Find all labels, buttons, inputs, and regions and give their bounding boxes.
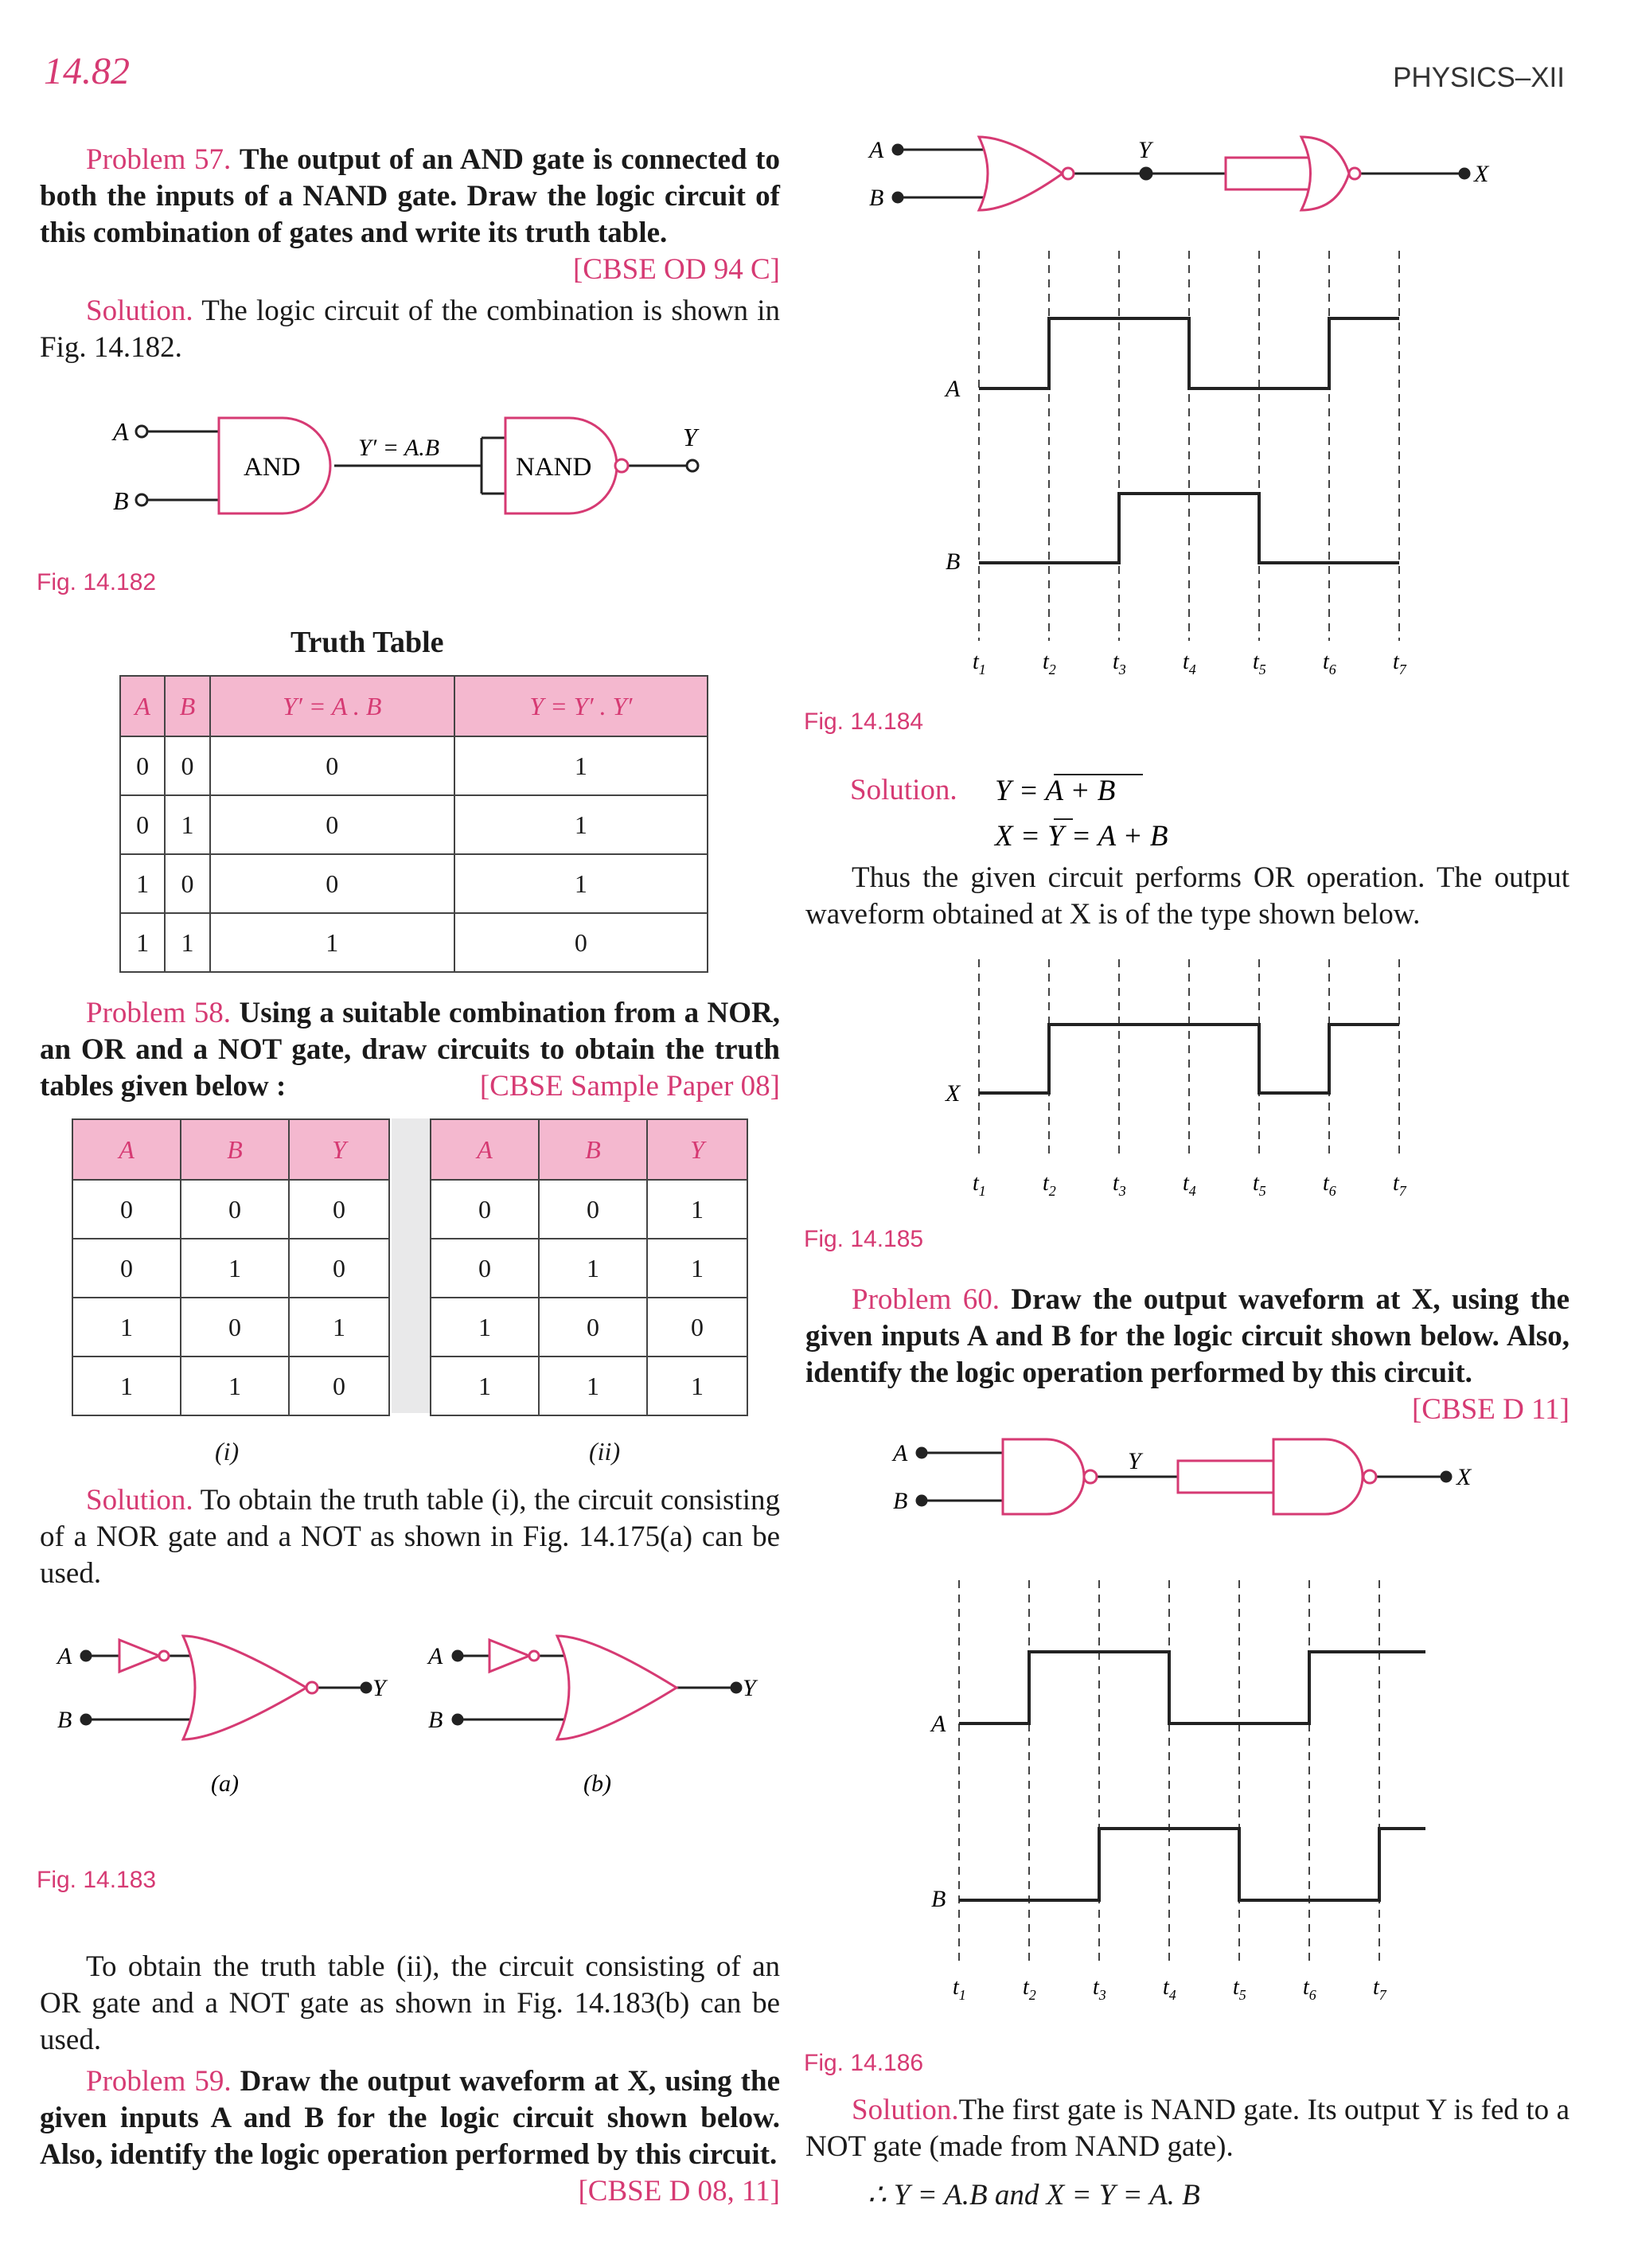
solution-59-equations: [987, 768, 1385, 864]
cell: 1: [431, 1357, 539, 1415]
cell: 1: [539, 1239, 647, 1298]
cell: 0: [289, 1357, 389, 1415]
problem-57-text: The output of an AND gate is connected to both the inputs of a NAND gate. Draw the logic circuit of this combination of gates and write its truth table.: [40, 143, 781, 249]
cell: 0: [210, 854, 454, 913]
cell: 1: [454, 854, 708, 913]
fig-186-input-a: A: [893, 1440, 908, 1466]
problem-58: [40, 995, 780, 1105]
waveform-a: [959, 1652, 1425, 1723]
tick-label: $t_5$: [1233, 1975, 1246, 2003]
cell: 0: [431, 1180, 539, 1239]
tick-label: $t_7$: [1373, 1975, 1386, 2003]
fig-186-circuit: [860, 1433, 1576, 1528]
cell: 1: [181, 1357, 289, 1415]
tick-label: $t_6$: [1303, 1975, 1316, 2003]
tick-label: $t_3$: [1093, 1975, 1106, 2003]
fig-183a-output: Y: [372, 1675, 386, 1701]
cell: 0: [289, 1180, 389, 1239]
solution-59-body: Thus the given circuit performs OR operation. The output waveform obtained at X is of the type shown below.: [805, 861, 1570, 931]
table-row: [431, 1180, 747, 1239]
fig-184-circuit: [860, 127, 1576, 223]
fig-182-circuit: [96, 406, 732, 541]
fig-184-waveforms: [931, 251, 1425, 697]
tt182-header-y1: Y′ = A . B: [210, 676, 454, 736]
cell: 1: [289, 1298, 389, 1357]
tick-label: $t_5$: [1253, 650, 1266, 677]
fig-183-caption: Fig. 14.183: [37, 1867, 157, 1893]
tick-label: $t_1$: [973, 1171, 986, 1199]
table-row: [120, 736, 708, 795]
problem-57-label: Problem 57.: [86, 143, 232, 176]
tick-label: $t_6$: [1323, 650, 1336, 677]
fig-183-circuits: [48, 1620, 796, 1803]
problem-59-ref: [CBSE D 08, 11]: [578, 2175, 780, 2207]
solution-58-b: [40, 1949, 780, 2059]
tick-label: $t_2$: [1043, 650, 1056, 677]
tti-header-b: B: [181, 1119, 289, 1180]
solution-58-text: To obtain the truth table (i), the circuit consisting of a NOR gate and a NOT as shown in Fig. 14.175(a) can be used.: [40, 1484, 780, 1590]
fig-182-output: Y: [683, 423, 697, 451]
running-header: PHYSICS–XII: [1393, 62, 1565, 93]
solution-58-b-text: To obtain the truth table (ii), the circuit consisting of an OR gate and a NOT gate as shown in Fig. 14.183(b) can be used.: [40, 1950, 780, 2056]
table-row: [72, 1298, 389, 1357]
cell: 0: [120, 736, 165, 795]
cell: 1: [647, 1239, 747, 1298]
ttii-header-a: A: [431, 1119, 539, 1180]
cell: 1: [431, 1298, 539, 1357]
problem-60: [805, 1282, 1570, 1428]
cell: 0: [120, 795, 165, 854]
tick-label: $t_7$: [1393, 1171, 1406, 1199]
fig-184-input-b: B: [869, 185, 884, 211]
fig-186-output: X: [1456, 1464, 1472, 1490]
fig-186-waveforms: [923, 1580, 1464, 2018]
solution-59-text: [805, 860, 1570, 933]
cell: 0: [181, 1298, 289, 1357]
page-number: 14.82: [44, 50, 130, 92]
cell: 1: [120, 854, 165, 913]
truth-table-ii: [430, 1118, 748, 1416]
solution-58: [40, 1482, 780, 1592]
table-i-label: (i): [215, 1437, 240, 1466]
fig-184-mid: Y: [1138, 137, 1152, 163]
tt182-header-b: B: [165, 676, 209, 736]
ttii-header-b: B: [539, 1119, 647, 1180]
solution-57: [40, 293, 780, 366]
fig-183a-input-a: A: [57, 1643, 72, 1669]
tick-label: $t_3$: [1113, 1171, 1126, 1199]
solution-60: [805, 2092, 1570, 2165]
cell: 0: [454, 913, 708, 972]
table-gap-shade: [392, 1118, 430, 1413]
waveform-a-label: A: [946, 376, 961, 402]
fig-183-label-b: (b): [583, 1770, 611, 1797]
fig-185-waveform: [931, 951, 1425, 1206]
table-row: [72, 1180, 389, 1239]
problem-59-text: Draw the output waveform at X, using the given inputs A and B for the logic circuit shown below. Also, identify the logic operation performed by this circuit.: [40, 2065, 780, 2171]
cell: 1: [454, 736, 708, 795]
tick-label: $t_3$: [1113, 650, 1126, 677]
solution-57-label: Solution.: [86, 295, 193, 327]
problem-58-label: Problem 58.: [86, 997, 232, 1029]
tti-header-a: A: [72, 1119, 181, 1180]
tick-label: $t_6$: [1323, 1171, 1336, 1199]
equation-2: X = Y = A + B: [995, 820, 1168, 853]
table-row: [431, 1357, 747, 1415]
tt182-header-y: Y = Y′ . Y′: [454, 676, 708, 736]
solution-60-label: Solution.: [852, 2094, 959, 2126]
problem-57: [40, 142, 780, 288]
cell: 0: [72, 1180, 181, 1239]
fig-182-and-label: AND: [244, 453, 301, 482]
fig-184-input-a: A: [869, 137, 884, 163]
tick-label: $t_1$: [973, 650, 986, 677]
tick-label: $t_2$: [1043, 1171, 1056, 1199]
fig-182-nand-label: NAND: [516, 453, 592, 482]
waveform-b-label: B: [946, 548, 961, 575]
problem-60-ref: [CBSE D 11]: [1411, 1393, 1570, 1426]
problem-60-text: Draw the output waveform at X, using the given inputs A and B for the logic circuit shown below. Also, identify the logic operation performed by this circuit.: [805, 1283, 1570, 1389]
problem-58-text: Using a suitable combination from a NOR, an OR and a NOT gate, draw circuits to obtain the truth tables given below :: [40, 997, 780, 1103]
problem-59-label: Problem 59.: [86, 2065, 232, 2098]
cell: 0: [72, 1239, 181, 1298]
cell: 0: [539, 1298, 647, 1357]
tick-label: $t_4$: [1183, 650, 1196, 677]
fig-183b-input-a: A: [428, 1643, 443, 1669]
cell: 0: [431, 1239, 539, 1298]
waveform-a-label: A: [931, 1711, 946, 1737]
fig-183b-input-b: B: [428, 1707, 443, 1733]
tick-label: $t_2$: [1023, 1975, 1036, 2003]
cell: 0: [210, 795, 454, 854]
tick-label: $t_4$: [1163, 1975, 1176, 2003]
cell: 1: [72, 1298, 181, 1357]
fig-186-mid: Y: [1128, 1448, 1141, 1474]
solution-59-label: Solution.: [850, 774, 957, 806]
equation-1: Y = A + B: [995, 775, 1116, 807]
waveform-a: [979, 318, 1399, 388]
table-row: [431, 1239, 747, 1298]
fig-184-output: X: [1474, 161, 1489, 187]
cell: 1: [181, 1239, 289, 1298]
table-row: [120, 795, 708, 854]
fig-185-caption: Fig. 14.185: [804, 1226, 924, 1252]
fig-182-caption: Fig. 14.182: [37, 569, 157, 595]
fig-183b-output: Y: [743, 1675, 756, 1701]
tick-label: $t_5$: [1253, 1171, 1266, 1199]
solution-60-equation: ∴ Y = A.B and X = Y = A. B: [868, 2179, 1200, 2211]
problem-57-ref: [CBSE OD 94 C]: [572, 253, 780, 286]
tti-header-y: Y: [289, 1119, 389, 1180]
cell: 0: [181, 1180, 289, 1239]
ttii-header-y: Y: [647, 1119, 747, 1180]
cell: 0: [165, 854, 209, 913]
problem-60-label: Problem 60.: [852, 1283, 1000, 1316]
cell: 1: [165, 913, 209, 972]
cell: 1: [454, 795, 708, 854]
table-row: [120, 854, 708, 913]
table-ii-label: (ii): [589, 1437, 621, 1466]
problem-58-ref: [CBSE Sample Paper 08]: [479, 1070, 780, 1103]
waveform-x-label: X: [946, 1080, 961, 1107]
fig-182-input-b: B: [113, 486, 129, 515]
fig-182-mid-label: Y′ = A.B: [358, 435, 440, 461]
cell: 0: [647, 1298, 747, 1357]
fig-186-caption: Fig. 14.186: [804, 2050, 924, 2076]
cell: 1: [72, 1357, 181, 1415]
solution-57-text: The logic circuit of the combination is shown in Fig. 14.182.: [40, 295, 780, 364]
waveform-b-label: B: [931, 1886, 946, 1912]
truth-table-182: [119, 675, 708, 973]
truth-table-i: [72, 1118, 390, 1416]
cell: 1: [647, 1180, 747, 1239]
table-row: [72, 1239, 389, 1298]
cell: 0: [165, 736, 209, 795]
cell: 1: [165, 795, 209, 854]
fig-183a-input-b: B: [57, 1707, 72, 1733]
tick-label: $t_1$: [953, 1975, 966, 2003]
solution-58-label: Solution.: [86, 1484, 193, 1517]
fig-183-label-a: (a): [211, 1770, 239, 1797]
tt182-header-a: A: [120, 676, 165, 736]
cell: 0: [289, 1239, 389, 1298]
cell: 1: [539, 1357, 647, 1415]
fig-186-input-b: B: [893, 1488, 908, 1514]
cell: 1: [210, 913, 454, 972]
table-row: [120, 913, 708, 972]
tick-label: $t_4$: [1183, 1171, 1196, 1199]
table-row: [431, 1298, 747, 1357]
cell: 1: [120, 913, 165, 972]
problem-59: [40, 2063, 780, 2210]
truth-table-title: Truth Table: [291, 626, 444, 659]
table-row: [72, 1357, 389, 1415]
tick-label: $t_7$: [1393, 650, 1406, 677]
cell: 0: [210, 736, 454, 795]
fig-182-input-a: A: [113, 417, 129, 446]
fig-184-caption: Fig. 14.184: [804, 709, 924, 735]
cell: 1: [647, 1357, 747, 1415]
cell: 0: [539, 1180, 647, 1239]
solution-60-text: The first gate is NAND gate. Its output Y is fed to a NOT gate (made from NAND gate).: [805, 2094, 1570, 2163]
